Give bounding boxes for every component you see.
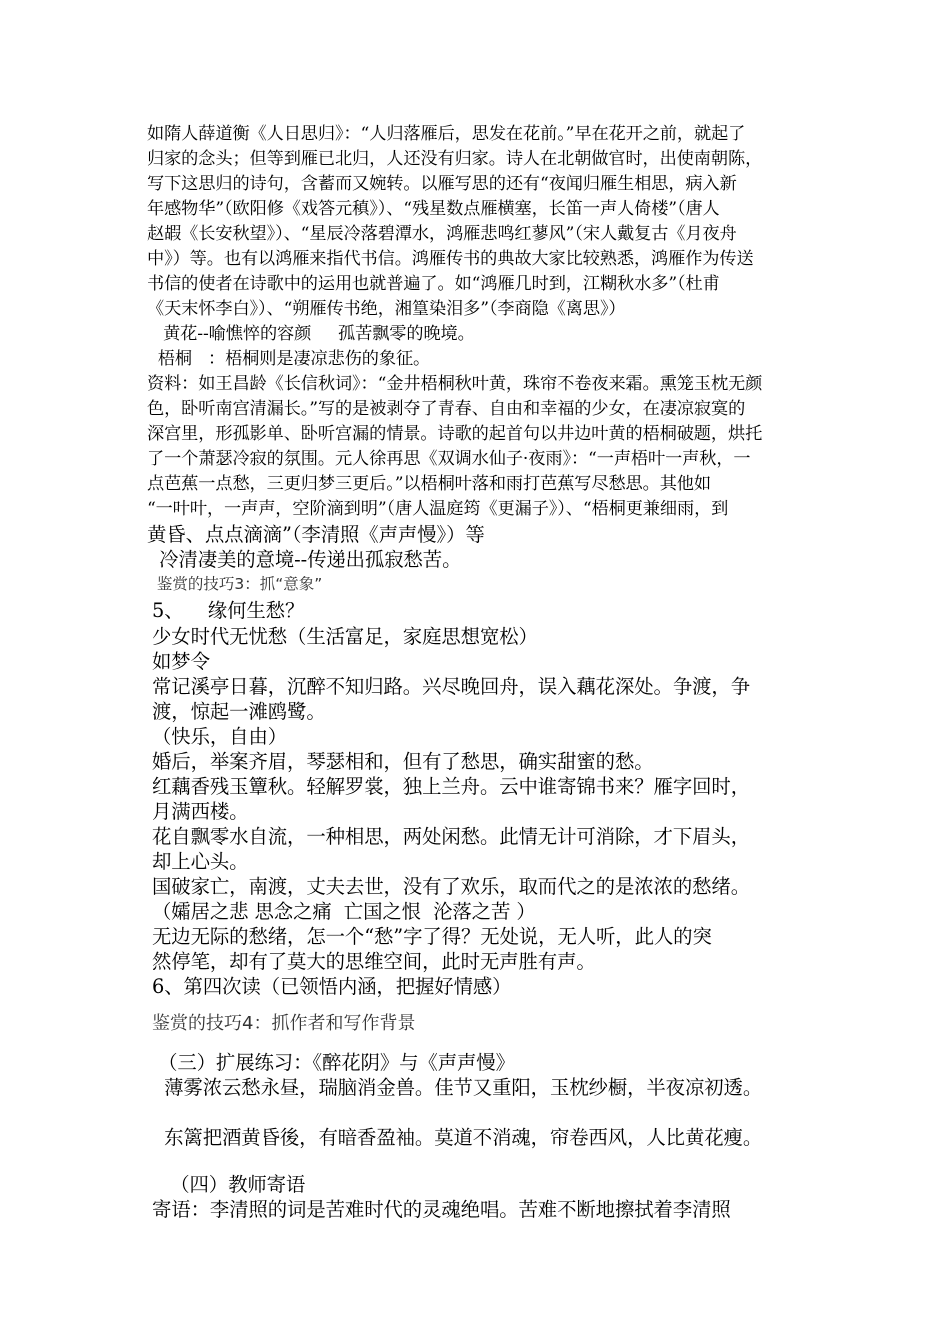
text-line: 资料：如王昌龄《长信秋词》：“金井梧桐秋叶黄，珠帘不卷夜来霜。熏笼玉枕无颜: [147, 374, 763, 394]
text-line: 梧桐 ：梧桐则是凄凉悲伤的象征。: [147, 349, 431, 369]
text-line: 归家的念头；但等到雁已北归，人还没有归家。诗人在北朝做官时，出使南朝陈，: [147, 149, 763, 169]
text-line: 常记溪亭日暮，沉醉不知归路。兴尽晚回舟，误入藕花深处。争渡，争: [152, 675, 751, 698]
text-line: 东篱把酒黄昏後，有暗香盈袖。莫道不消魂，帘卷西风，人比黄花瘦。: [152, 1126, 763, 1149]
text-line: 中》）等。也有以鸿雁来指代书信。鸿雁传书的典故大家比较熟悉，鸿雁作为传送: [147, 249, 754, 269]
text-line: 黄昏、点点滴滴”（李清照《声声慢》）等: [147, 523, 485, 546]
text-line: 薄雾浓云愁永昼，瑞脑消金兽。佳节又重阳，玉枕纱橱，半夜凉初透。: [152, 1076, 763, 1099]
text-line: 无边无际的愁绪，怎一个“愁”字了得？无处说，无人听，此人的突: [152, 925, 712, 948]
text-line: （三）扩展练习：《醉花阴》与《声声慢》: [152, 1051, 515, 1074]
text-line: 色，卧听南宫清漏长。”写的是被剥夺了青春、自由和幸福的少女，在凄凉寂寞的: [147, 399, 746, 419]
text-line: 却上心头。: [152, 850, 249, 873]
section-heading: 鉴赏的技巧4：抓作者和写作背景: [152, 1013, 416, 1034]
text-line: （四）教师寄语: [152, 1173, 306, 1196]
text-line: 寄语：李清照的词是苦难时代的灵魂绝唱。苦难不断地擦拭着李清照: [152, 1198, 731, 1221]
text-line: 书信的使者在诗歌中的运用也就普遍了。如“鸿雁几时到，江糊秋水多”（杜甫: [147, 274, 720, 294]
text-line: 月满西楼。: [152, 800, 249, 823]
text-line: 6、第四次读（已领悟内涵，把握好情感）: [152, 975, 512, 998]
text-line: 国破家亡，南渡，丈夫去世，没有了欢乐，取而代之的是浓浓的愁绪。: [152, 875, 751, 898]
text-line: 黄花--喻憔悴的容颜 孤苦飘零的晚境。: [147, 324, 475, 344]
text-line: 花自飘零水自流，一种相思，两处闲愁。此情无计可消除，才下眉头，: [152, 825, 751, 848]
text-line: 写下这思归的诗句，含蓄而又婉转。以雁写思的还有“夜闻归雁生相思，病入新: [147, 174, 737, 194]
text-line: 点芭蕉一点愁，三更归梦三更后。”以梧桐叶落和雨打芭蕉写尽愁思。其他如: [147, 474, 711, 494]
text-line: 了一个萧瑟冷寂的氛围。元人徐再思《双调水仙子·夜雨》：“一声梧叶一声秋，一: [147, 449, 751, 469]
text-line: （孀居之悲 思念之痛 亡国之恨 沦落之苦 ）: [152, 900, 536, 923]
section-heading: 鉴赏的技巧3：抓“意象”: [147, 575, 323, 593]
text-line: 如梦令: [152, 650, 210, 673]
text-line: 渡，惊起一滩鸥鹭。: [152, 700, 326, 723]
text-line: 《天末怀李白》）、“朔雁传书绝，湘篁染泪多”（李商隐《离思》）: [147, 299, 626, 319]
text-line: 年感物华”（欧阳修《戏答元稹》）、“残星数点雁横塞，长笛一声人倚楼”（唐人: [147, 199, 720, 219]
text-line: 冷清凄美的意境--传递出孤寂愁苦。: [147, 548, 462, 571]
text-line: 赵嘏《长安秋望》）、“星辰冷落碧潭水，鸿雁悲鸣红蓼风”（宋人戴复古《月夜舟: [147, 224, 737, 244]
text-line: 如隋人薛道衡《人日思归》：“人归落雁后，思发在花前。”早在花开之前，就起了: [147, 124, 746, 144]
text-line: （快乐，自由）: [152, 725, 288, 748]
text-line: 5、 缘何生愁？: [152, 599, 305, 622]
text-line: 婚后，举案齐眉，琴瑟相和，但有了愁思，确实甜蜜的愁。: [152, 750, 654, 773]
text-line: 少女时代无忧愁（生活富足，家庭思想宽松）: [152, 625, 538, 648]
text-line: “一叶叶，一声声，空阶滴到明”（唐人温庭筠《更漏子》）、“梧桐更兼细雨，到: [147, 499, 729, 519]
text-line: 红藕香残玉簟秋。轻解罗裳，独上兰舟。云中谁寄锦书来？雁字回时，: [152, 775, 751, 798]
text-line: 然停笔，却有了莫大的思维空间，此时无声胜有声。: [152, 950, 596, 973]
text-line: 深宫里，形孤影单、卧听宫漏的情景。诗歌的起首句以井边叶黄的梧桐破题，烘托: [147, 424, 763, 444]
